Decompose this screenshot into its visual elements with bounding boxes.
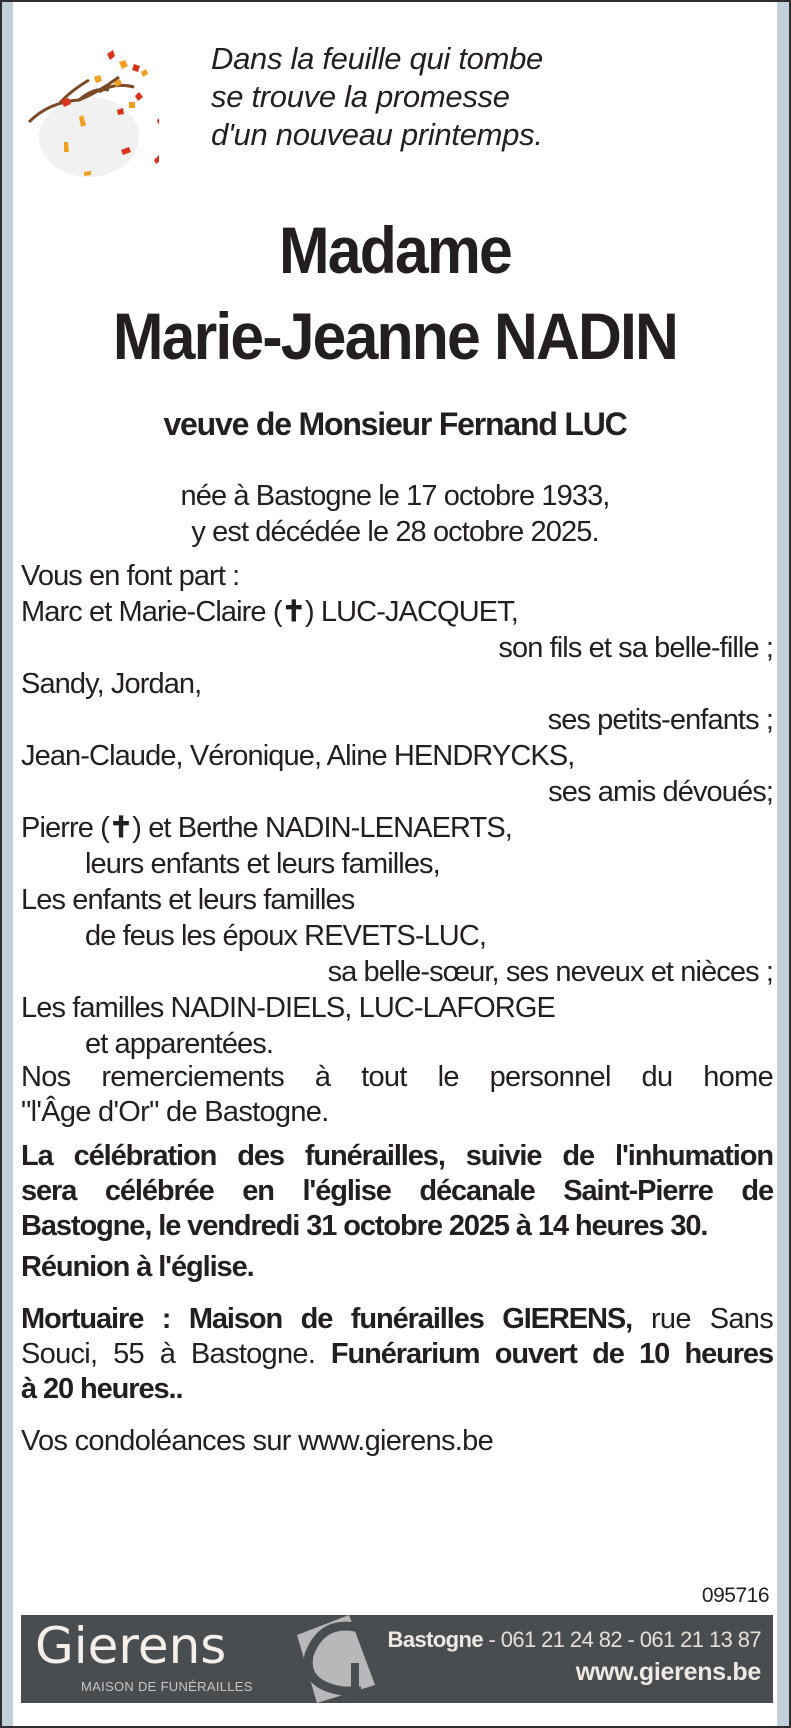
poem: [211, 40, 543, 154]
birth-line: née à Bastogne le 17 octobre 1933,: [180, 480, 610, 512]
family-line: Marc et Marie-Claire (✝) LUC-JACQUET,: [21, 596, 518, 628]
brand-subtitle: MAISON DE FUNÉRAILLES: [81, 1679, 253, 1694]
family-relation: sa belle-sœur, ses neveux et nièces ;: [327, 956, 773, 988]
family-relation: son fils et sa belle-fille ;: [498, 632, 773, 664]
family-relation: et apparentées.: [85, 1028, 274, 1060]
contact-info: [388, 1625, 761, 1689]
family-line: Pierre (✝) et Berthe NADIN-LENAERTS,: [21, 812, 512, 844]
cross-icon: ✝: [281, 596, 305, 628]
website-link[interactable]: www.gierens.be: [575, 1658, 761, 1686]
autumn-leaves-branch-icon: [19, 42, 159, 192]
family-relation: ses petits-enfants ;: [547, 704, 773, 736]
mortuary-name: Mortuaire : Maison de funérailles GIERENS,: [21, 1303, 633, 1335]
deceased-title: Madame: [279, 213, 511, 287]
family-intro: Vous en font part :: [21, 560, 240, 592]
deceased-name: Marie-Jeanne NADIN: [112, 299, 678, 373]
mortuary-street: rue Sans: [632, 1303, 773, 1335]
family-line: Les enfants et leurs familles: [21, 884, 355, 916]
ceremony-line: Bastogne, le vendredi 31 octobre 2025 à 14 heures 30.: [21, 1210, 708, 1242]
death-line: y est décédée le 28 octobre 2025.: [191, 516, 599, 548]
poem-line: d'un nouveau printemps.: [211, 117, 543, 152]
family-announcement: [21, 558, 773, 1062]
family-line: Les familles NADIN-DIELS, LUC-LAFORGE: [21, 992, 555, 1024]
phone-numbers: - 061 21 24 82 - 061 21 13 87: [482, 1627, 761, 1652]
mortuary-paragraph: [21, 1302, 773, 1407]
condolences-link[interactable]: Vos condoléances sur www.gierens.be: [21, 1425, 494, 1457]
poem-line: Dans la feuille qui tombe: [211, 41, 543, 76]
widow-of: veuve de Monsieur Fernand LUC: [163, 406, 627, 442]
thanks-paragraph: [21, 1060, 773, 1130]
family-line: Jean-Claude, Véronique, Aline HENDRYCKS,: [21, 740, 575, 772]
funerarium-hours: Funérarium ouvert de 10 heures: [330, 1338, 773, 1370]
family-line: Sandy, Jordan,: [21, 668, 202, 700]
ceremony-paragraph: [21, 1139, 773, 1244]
obituary-notice: [13, 2, 777, 1726]
poem-line: se trouve la promesse: [211, 79, 510, 114]
reference-number: 095716: [701, 1584, 769, 1607]
funerarium-hours-end: à 20 heures..: [21, 1373, 183, 1405]
ceremony-line: La célébration des funérailles, suivie de l'inhumation: [21, 1140, 773, 1172]
funeral-home-banner: [21, 1615, 773, 1703]
thanks-line: "l'Âge d'Or" de Bastogne.: [21, 1096, 329, 1128]
gierens-g-logo-icon: [283, 1615, 383, 1703]
thanks-line: Nos remerciements à tout le personnel du home: [21, 1061, 773, 1093]
family-relation: ses amis dévoués;: [548, 776, 773, 808]
city-name: Bastogne: [387, 1627, 483, 1652]
birth-death-info: [13, 478, 777, 550]
family-line: de feus les époux REVETS-LUC,: [85, 920, 487, 952]
meeting-info: Réunion à l'église.: [21, 1251, 254, 1283]
brand-logo-text: Gierens: [35, 1617, 227, 1675]
family-relation: leurs enfants et leurs familles,: [85, 848, 440, 880]
cross-icon: ✝: [108, 812, 133, 844]
ceremony-line: sera célébrée en l'église décanale Saint-Pierre de: [21, 1175, 773, 1207]
mortuary-address: Souci, 55 à Bastogne.: [21, 1338, 331, 1370]
